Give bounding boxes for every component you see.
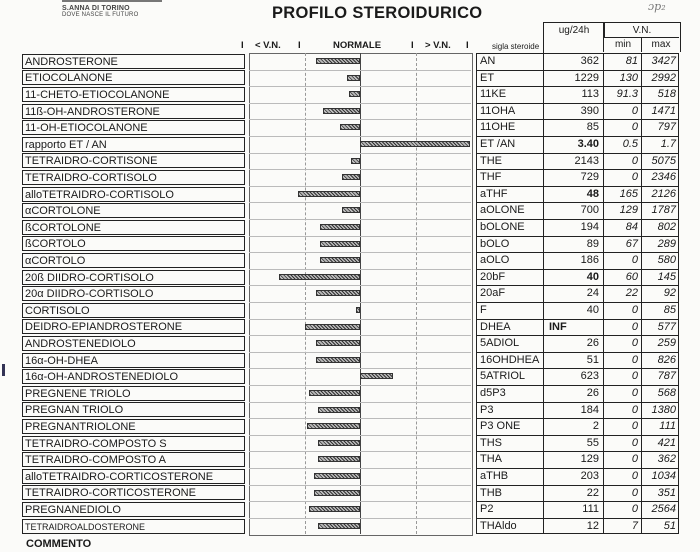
plot-row-line: [249, 501, 471, 502]
measured-value: 12: [586, 519, 599, 532]
reference-min: 0: [631, 320, 638, 333]
measured-value: 623: [580, 370, 599, 383]
steroid-code: F: [480, 304, 487, 316]
reference-min: 22: [625, 287, 638, 300]
plot-row-line: [249, 368, 471, 369]
unit-header: ug/24h: [543, 22, 605, 38]
steroid-code: d5P3: [480, 387, 506, 399]
steroid-code: THS: [480, 436, 502, 449]
measured-value: INF: [549, 320, 567, 333]
scale-above-label: > V.N.: [425, 40, 451, 51]
plot-row-line: [249, 518, 471, 519]
deviation-bar: [356, 307, 360, 313]
plot-row-line: [249, 153, 471, 154]
reference-max: 787: [657, 370, 676, 383]
reference-max: 2564: [651, 503, 676, 516]
reference-min: 0: [631, 486, 638, 499]
steroid-code: aOLO: [480, 254, 510, 267]
steroid-name: αCORTOLO: [22, 253, 245, 268]
steroid-code: 20aF: [480, 287, 506, 300]
page-title: PROFILO STEROIDURICO: [272, 4, 483, 22]
measured-value: 186: [580, 254, 599, 267]
reference-max: 802: [657, 221, 676, 233]
plot-row-line: [249, 485, 471, 486]
reference-max: 518: [657, 88, 676, 101]
steroid-name: PREGNANEDIOLO: [22, 502, 245, 517]
steroid-code: THB: [480, 486, 502, 499]
reference-max: 2992: [651, 71, 676, 84]
reference-min: 67: [625, 237, 638, 250]
reference-max: 2126: [651, 187, 676, 200]
steroid-code: 16OHDHEA: [480, 353, 540, 366]
steroid-code: ET /AN: [480, 138, 516, 150]
steroid-name: CORTISOLO: [22, 303, 245, 318]
reference-min: 0: [631, 470, 638, 482]
plot-row-line: [249, 219, 471, 220]
reference-min: 129: [619, 204, 638, 217]
plot-row-line: [249, 319, 471, 320]
hospital-slogan: DOVE NASCE IL FUTURO: [62, 12, 139, 18]
deviation-bar: [307, 423, 360, 429]
measured-value: 203: [580, 470, 599, 482]
measured-value: 2: [592, 420, 599, 433]
steroid-name: 16α-OH-DHEA: [22, 353, 245, 368]
measured-value: 40: [586, 304, 599, 316]
steroid-name: TETRAIDRO-COMPOSTO S: [22, 436, 245, 451]
margin-mark: [2, 364, 5, 376]
reference-min: 0: [631, 436, 638, 449]
deviation-bar: [349, 91, 360, 97]
steroid-name: DEIDRO-EPIANDROSTERONE: [22, 319, 245, 334]
plot-row-line: [249, 70, 471, 71]
measured-value: 729: [580, 171, 599, 184]
plot-row-line: [249, 186, 471, 187]
reference-max: 1471: [651, 104, 676, 117]
reference-min: 0: [631, 370, 638, 383]
measured-value: 390: [580, 104, 599, 117]
measured-value: 700: [580, 204, 599, 217]
min-header: min: [603, 37, 642, 52]
plot-row-line: [249, 136, 471, 137]
steroid-name: TETRAIDRO-CORTISONE: [22, 153, 245, 168]
steroid-name: ßCORTOLONE: [22, 220, 245, 235]
measured-value: 362: [580, 55, 599, 67]
reference-min: 91.3: [616, 88, 638, 101]
reference-min: 0: [631, 171, 638, 184]
measured-value: 184: [580, 403, 599, 416]
steroid-code: 11KE: [480, 88, 507, 101]
measured-value: 55: [586, 436, 599, 449]
plot-row-line: [249, 236, 471, 237]
reference-min: 0: [631, 453, 638, 466]
plot-row-line: [249, 169, 471, 170]
steroid-name: 20α DIIDRO-CORTISOLO: [22, 286, 245, 301]
steroid-name: 11-OH-ETIOCOLANONE: [22, 120, 245, 135]
reference-min: 0: [631, 420, 638, 433]
plot-row-line: [249, 302, 471, 303]
steroid-code: 11OHA: [480, 104, 516, 117]
reference-min: 60: [625, 270, 638, 283]
reference-max: 797: [657, 121, 676, 134]
plot-row-line: [249, 103, 471, 104]
plot-row-line: [249, 385, 471, 386]
reference-min: 7: [631, 519, 638, 532]
measured-value: 2143: [574, 154, 599, 167]
reference-min: 84: [625, 221, 638, 233]
reference-max: 362: [657, 453, 676, 466]
reference-max: 259: [657, 337, 676, 350]
deviation-bar: [314, 473, 360, 479]
measured-value: 24: [586, 287, 599, 300]
reference-min: 0: [631, 353, 638, 366]
reference-min: 0: [631, 304, 638, 316]
reference-max: 826: [657, 353, 676, 366]
reference-max: 145: [657, 270, 676, 283]
reference-max: 5075: [651, 154, 676, 167]
steroid-name: 20ß DIIDRO-CORTISOLO: [22, 270, 245, 285]
reference-max: 1034: [651, 470, 676, 482]
steroid-code: bOLONE: [480, 221, 525, 233]
steroid-code: bOLO: [480, 237, 510, 250]
steroid-name: TETRAIDRO-CORTICOSTERONE: [22, 485, 245, 500]
scale-separator: I: [241, 40, 244, 51]
steroid-code: AN: [480, 55, 496, 67]
steroid-code: 5ADIOL: [480, 337, 520, 350]
reference-max: 580: [657, 254, 676, 267]
scale-separator: I: [411, 40, 414, 51]
measured-value: 26: [586, 337, 599, 350]
steroid-code: THAldo: [480, 519, 517, 532]
plot-row-line: [249, 202, 471, 203]
steroid-name: PREGNENE TRIOLO: [22, 386, 245, 401]
deviation-bar: [316, 357, 360, 363]
plot-row-line: [249, 252, 471, 253]
deviation-bar: [340, 124, 360, 130]
reference-max: 111: [659, 420, 676, 433]
plot-row-line: [249, 418, 471, 419]
deviation-bar: [323, 108, 360, 114]
deviation-bar: [309, 506, 360, 512]
deviation-bar: [318, 456, 360, 462]
steroid-name: alloTETRAIDRO-CORTICOSTERONE: [22, 469, 245, 484]
steroid-code: P3: [480, 403, 494, 416]
deviation-bar: [320, 224, 360, 230]
reference-min: 0: [631, 254, 638, 267]
deviation-bar: [298, 191, 360, 197]
steroid-name: TETRAIDROALDOSTERONE: [22, 519, 245, 534]
reference-max: 2346: [651, 171, 676, 184]
deviation-bar: [342, 207, 360, 213]
reference-min: 0.5: [622, 138, 638, 150]
scale-separator: I: [466, 40, 469, 51]
reference-max: 577: [657, 320, 676, 333]
steroid-name: 11-CHETO-ETIOCOLANONE: [22, 87, 245, 102]
measured-value: 129: [580, 453, 599, 466]
steroid-code: THA: [480, 453, 502, 466]
reference-max: 85: [663, 304, 676, 316]
steroid-code: aOLONE: [480, 204, 525, 217]
steroid-code: 5ATRIOL: [480, 370, 526, 383]
reference-max: 1787: [651, 204, 676, 217]
plot-row-line: [249, 352, 471, 353]
deviation-bar: [360, 373, 393, 379]
measured-value: 26: [586, 387, 599, 399]
steroid-name: TETRAIDRO-CORTISOLO: [22, 170, 245, 185]
reference-min: 0: [631, 503, 638, 516]
steroid-name: αCORTOLONE: [22, 203, 245, 218]
deviation-bar: [309, 390, 360, 396]
measured-value: 48: [586, 187, 599, 200]
measured-value: 51: [586, 353, 599, 366]
deviation-bar: [316, 340, 360, 346]
steroid-name: ANDROSTENEDIOLO: [22, 336, 245, 351]
reference-max: 1380: [651, 403, 676, 416]
deviation-bar: [320, 257, 360, 263]
deviation-bar: [318, 440, 360, 446]
reference-min: 130: [619, 71, 638, 84]
deviation-bar: [318, 407, 360, 413]
steroid-code: aTHB: [480, 470, 509, 482]
reference-max: 3427: [651, 55, 676, 67]
reference-max: 568: [657, 387, 676, 399]
steroid-code: 11OHE: [480, 121, 516, 134]
plot-row-line: [249, 269, 471, 270]
hospital-name: S.ANNA DI TORINO: [62, 5, 130, 12]
steroid-name: ßCORTOLO: [22, 236, 245, 251]
plot-row-line: [249, 119, 471, 120]
plot-row-line: [249, 435, 471, 436]
reference-max: 1.7: [660, 138, 676, 150]
steroid-name: 11ß-OH-ANDROSTERONE: [22, 104, 245, 119]
reference-min: 0: [631, 121, 638, 134]
plot-row-line: [249, 402, 471, 403]
deviation-bar: [347, 75, 360, 81]
deviation-bar: [305, 324, 360, 330]
plot-row-line: [249, 468, 471, 469]
steroid-name: alloTETRAIDRO-CORTISOLO: [22, 187, 245, 202]
deviation-bar: [279, 274, 360, 280]
deviation-bar: [342, 174, 360, 180]
reference-min: 0: [631, 104, 638, 117]
plot-row-line: [249, 451, 471, 452]
normal-centerline: [360, 53, 361, 534]
reference-min: 0: [631, 337, 638, 350]
steroid-name: TETRAIDRO-COMPOSTO A: [22, 452, 245, 467]
steroid-name: rapporto ET / AN: [22, 137, 245, 152]
deviation-plot: [249, 53, 473, 536]
steroid-code: 20bF: [480, 270, 506, 283]
steroid-name: ETIOCOLANONE: [22, 70, 245, 85]
reference-max: 351: [657, 486, 676, 499]
steroid-name: 16α-OH-ANDROSTENEDIOLO: [22, 369, 245, 384]
measured-value: 89: [586, 237, 599, 250]
steroid-code: P2: [480, 503, 494, 516]
reference-max: 421: [657, 436, 676, 449]
steroid-code: P3 ONE: [480, 420, 521, 433]
reference-values-header: V.N.: [603, 22, 681, 38]
deviation-bar: [360, 141, 470, 147]
reference-max: 92: [663, 287, 676, 300]
measured-value: 40: [586, 270, 599, 283]
steroid-name: PREGNAN TRIOLO: [22, 402, 245, 417]
deviation-bar: [318, 523, 360, 529]
scale-separator: I: [298, 40, 301, 51]
measured-value: 85: [586, 121, 599, 134]
max-header: max: [641, 37, 681, 52]
comment-label: COMMENTO: [26, 538, 92, 550]
steroid-code: DHEA: [480, 320, 511, 333]
plot-row-line: [249, 335, 471, 336]
reference-min: 0: [631, 403, 638, 416]
reference-max: 51: [663, 519, 676, 532]
scale-below-label: < V.N.: [255, 40, 281, 51]
steroid-code: ET: [480, 71, 495, 84]
reference-min: 165: [619, 187, 638, 200]
steroid-code: THF: [480, 171, 502, 184]
plot-row-line: [249, 285, 471, 286]
reference-min: 0: [631, 154, 638, 167]
steroid-code: THE: [480, 154, 502, 167]
deviation-bar: [351, 158, 360, 164]
steroid-name: PREGNANTRIOLONE: [22, 419, 245, 434]
steroid-name: ANDROSTERONE: [22, 54, 245, 69]
measured-value: 194: [580, 221, 599, 233]
plot-row-line: [249, 86, 471, 87]
measured-value: 111: [582, 503, 599, 516]
reference-min: 0: [631, 387, 638, 399]
reference-min: 81: [625, 55, 638, 67]
deviation-bar: [316, 58, 360, 64]
sigla-column-header: sigla steroide: [492, 42, 540, 51]
reference-max: 289: [657, 237, 676, 250]
measured-value: 113: [581, 88, 599, 101]
scale-normal-label: NORMALE: [333, 40, 382, 51]
measured-value: 22: [586, 486, 599, 499]
handwritten-mark: ɔp₂: [648, 0, 666, 13]
hospital-header: [62, 0, 162, 19]
steroid-code: aTHF: [480, 187, 508, 200]
deviation-bar: [316, 290, 360, 296]
deviation-bar: [320, 241, 360, 247]
deviation-bar: [314, 490, 360, 496]
measured-value: 1229: [574, 71, 599, 84]
measured-value: 3.40: [577, 138, 599, 150]
